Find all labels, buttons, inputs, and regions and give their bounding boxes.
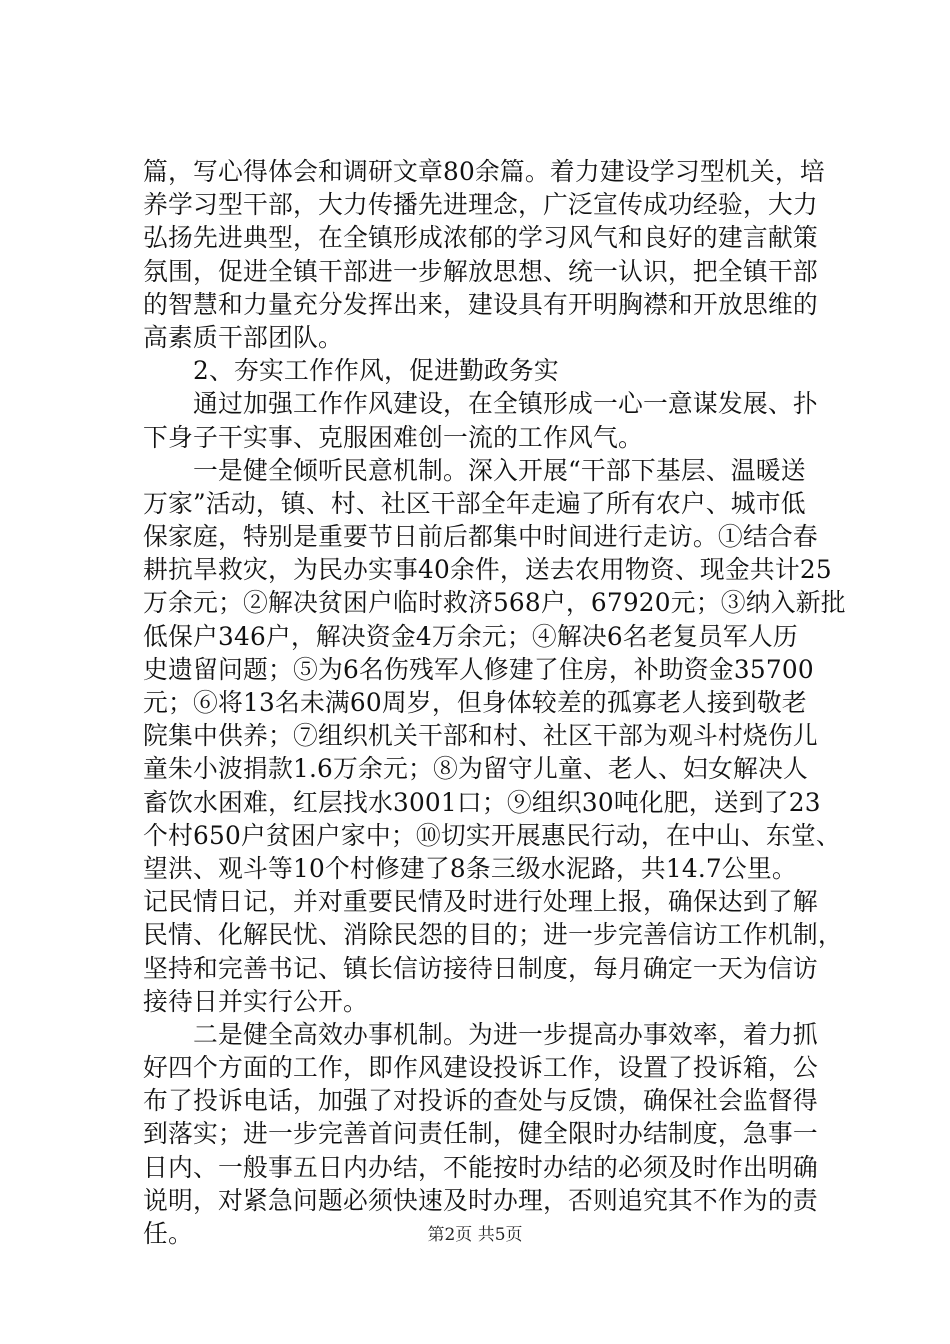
text-line: 说明，对紧急问题必须快速及时办理，否则追究其不作为的责 — [143, 1185, 818, 1215]
text-line: 到落实；进一步完善首问责任制，健全限时办结制度，急事一 — [143, 1119, 818, 1149]
text-line: 万家”活动，镇、村、社区干部全年走遍了所有农户、城市低 — [143, 488, 806, 518]
document-body — [143, 155, 846, 1250]
text-line: 童朱小波捐款1.6万余元；⑧为留守儿童、老人、妇女解决人 — [143, 754, 808, 784]
text-line: 耕抗旱救灾，为民办实事40余件，送去农用物资、现金共计25 — [143, 555, 832, 585]
text-line: 记民情日记，并对重要民情及时进行处理上报，确保达到了解 — [143, 887, 818, 917]
text-line: 个村650户贫困户家中；⑩切实开展惠民行动，在中山、东堂、 — [143, 820, 841, 850]
text-line: 氛围，促进全镇干部进一步解放思想、统一认识，把全镇干部 — [143, 256, 818, 286]
text-line: 院集中供养；⑦组织机关干部和村、社区干部为观斗村烧伤儿 — [143, 721, 818, 751]
text-line: 接待日并实行公开。 — [143, 986, 368, 1016]
text-line: 元；⑥将13名未满60周岁，但身体较差的孤寡老人接到敬老 — [143, 688, 807, 717]
page-footer — [0, 1224, 950, 1246]
text-line: 保家庭，特别是重要节日前后都集中时间进行走访。①结合春 — [143, 522, 818, 552]
text-line: 弘扬先进典型，在全镇形成浓郁的学习风气和良好的建言献策 — [143, 223, 818, 253]
text-line: 高素质干部团队。 — [143, 322, 343, 352]
text-line: 畜饮水困难，红层找水3001口；⑨组织30吨化肥，送到了23 — [143, 787, 821, 817]
text-line: 史遗留问题；⑤为6名伤残军人修建了住房，补助资金35700 — [143, 654, 814, 684]
text-line: 养学习型干部，大力传播先进理念，广泛宣传成功经验，大力 — [143, 190, 818, 220]
text-line: 好四个方面的工作，即作风建设投诉工作，设置了投诉箱，公 — [143, 1053, 818, 1083]
text-line: 万余元；②解决贫困户临时救济568户，67920元；③纳入新批 — [143, 588, 846, 618]
text-line: 一是健全倾听民意机制。深入开展“干部下基层、温暖送 — [143, 455, 806, 485]
text-line: 望洪、观斗等10个村修建了8条三级水泥路，共14.7公里。 — [143, 853, 797, 883]
page-number-label: 第2页 共5页 — [427, 1225, 523, 1245]
text-line: 日内、一般事五日内办结，不能按时办结的必须及时作出明确 — [143, 1152, 818, 1182]
text-line: 下身子干实事、克服困难创一流的工作风气。 — [143, 422, 643, 452]
text-line: 坚持和完善书记、镇长信访接待日制度，每月确定一天为信访 — [143, 953, 818, 983]
text-line: 布了投诉电话，加强了对投诉的查处与反馈，确保社会监督得 — [143, 1086, 818, 1116]
text-line: 低保户346户，解决资金4万余元；④解决6名老复员军人历 — [143, 621, 798, 651]
text-line: 的智慧和力量充分发挥出来，建设具有开明胸襟和开放思维的 — [143, 289, 818, 319]
text-line: 通过加强工作作风建设，在全镇形成一心一意谋发展、扑 — [143, 389, 818, 419]
section-heading: 2、夯实工作作风，促进勤政务实 — [143, 356, 559, 386]
text-line: 任。 — [143, 1219, 193, 1248]
text-line: 二是健全高效办事机制。为进一步提高办事效率，着力抓 — [143, 1019, 818, 1049]
text-line: 篇，写心得体会和调研文章80余篇。着力建设学习型机关，培 — [143, 157, 825, 186]
text-line: 民情、化解民忧、消除民怨的目的；进一步完善信访工作机制， — [143, 920, 843, 950]
